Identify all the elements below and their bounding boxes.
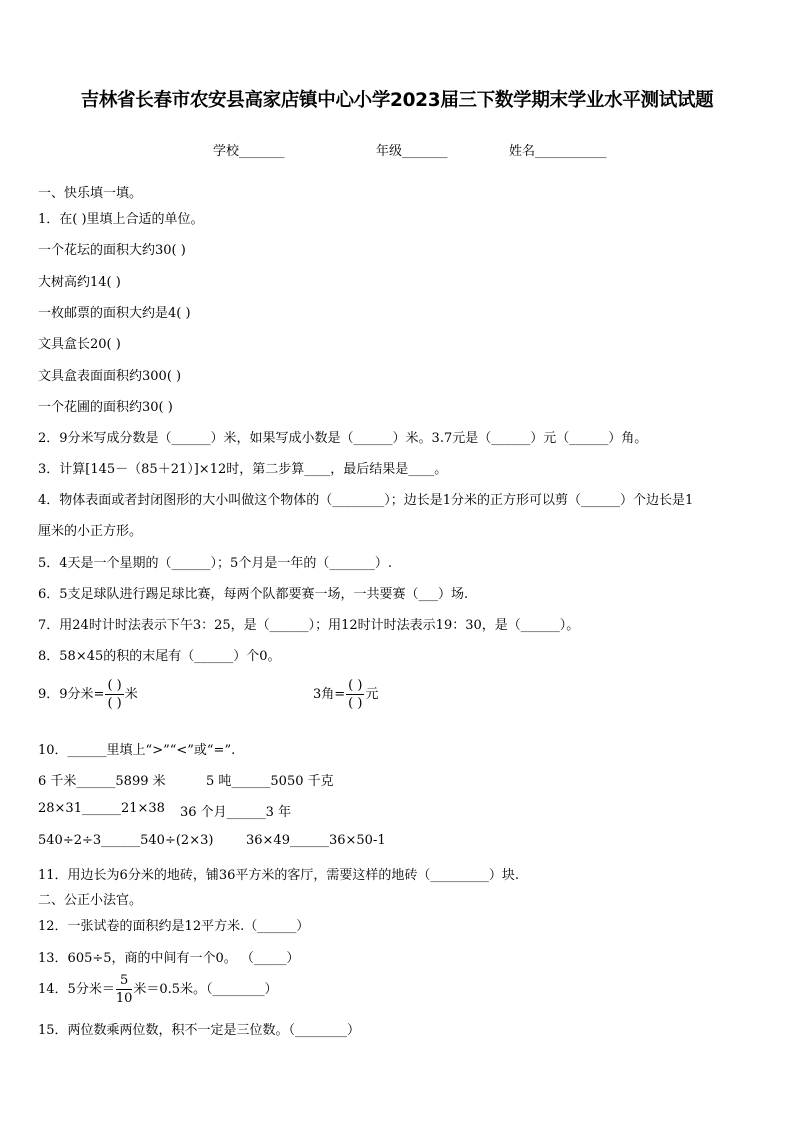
question-10-row-2b: 36 个月______3 年 <box>180 805 292 820</box>
grade-field: 年级_______ <box>376 144 448 159</box>
question-9-left-unit: 米 <box>124 687 138 702</box>
question-11: 11．用边长为6分米的地砖，铺36平方米的客厅，需要这样的地砖（_________）块. <box>38 868 519 883</box>
question-7: 7．用24时计时法表示下午3：25，是（______）；用12时计时法表示19：30，是（______）。 <box>38 618 580 633</box>
question-8: 8．58×45的积的末尾有（______）个0。 <box>38 649 281 664</box>
fraction-denominator: 10 <box>115 991 133 1006</box>
question-1-item: 一个花圃的面积约30( ) <box>38 400 173 415</box>
question-10-stem: 10．______里填上“>”“<”或“=”. <box>38 743 236 758</box>
question-4-line-1: 4．物体表面或者封闭图形的大小叫做这个物体的（________）；边长是1分米的正方形可以剪（______）个边长是1 <box>38 493 694 508</box>
fraction-denominator: ( ) <box>348 696 363 711</box>
question-13: 13．605÷5，商的中间有一个0。 （_____） <box>38 951 300 966</box>
question-10-row-1a: 6 千米______5899 米 <box>38 774 166 789</box>
question-4-line-2: 厘米的小正方形。 <box>38 524 143 539</box>
question-15: 15．两位数乘两位数，积不一定是三位数。（________） <box>38 1023 361 1038</box>
question-14-suffix: 米＝0.5米。（________） <box>133 982 278 997</box>
question-6: 6．5支足球队进行踢足球比赛，每两个队都要赛一场，一共要赛（___）场. <box>38 587 469 602</box>
fraction <box>346 678 364 711</box>
question-1-stem: 1．在( )里填上合适的单位。 <box>38 212 204 227</box>
fraction-numerator: ( ) <box>348 678 363 693</box>
question-14 <box>38 973 278 1006</box>
question-1-item: 一个花坛的面积大约30( ) <box>38 243 186 258</box>
question-1-item: 一枚邮票的面积大约是4( ) <box>38 306 191 321</box>
fraction <box>116 973 133 1006</box>
question-1-item: 大树高约14( ) <box>38 275 121 290</box>
question-10-row-3b: 36×49______36×50-1 <box>246 833 386 848</box>
section-2-heading: 二、公正小法官。 <box>38 893 143 908</box>
question-9-right-unit: 元 <box>365 687 379 702</box>
fraction-numerator: ( ) <box>107 678 122 693</box>
section-1-heading: 一、快乐填一填。 <box>38 186 143 201</box>
question-1-item: 文具盒长20( ) <box>38 337 121 352</box>
name-field: 姓名___________ <box>509 144 607 159</box>
question-9-left-prefix: 9．9分米= <box>38 687 105 702</box>
question-10-row-2a: 28×31______21×38 <box>38 801 165 816</box>
question-10-row-1b: 5 吨______5050 千克 <box>206 774 334 789</box>
fraction <box>105 678 123 711</box>
school-field: 学校_______ <box>213 144 285 159</box>
question-12: 12．一张试卷的面积约是12平方米.（______） <box>38 919 310 934</box>
question-14-prefix: 14．5分米＝ <box>38 982 115 997</box>
question-9-left <box>38 678 138 711</box>
question-1-item: 文具盒表面面积约300( ) <box>38 369 182 384</box>
page-title: 吉林省长春市农安县高家店镇中心小学2023届三下数学期末学业水平测试试题 <box>80 90 714 111</box>
question-9-right-prefix: 3角= <box>313 687 346 702</box>
question-2: 2．9分米写成分数是（______）米，如果写成小数是（______）米。3.7元是（______）元（______）角。 <box>38 431 648 446</box>
question-10-row-3a: 540÷2÷3______540÷(2×3) <box>38 833 214 848</box>
fraction-numerator: 5 <box>116 973 133 990</box>
question-5: 5．4天是一个星期的（______）；5个月是一年的（_______）. <box>38 556 392 571</box>
fraction-denominator: ( ) <box>107 696 122 711</box>
question-3: 3．计算[145－（85＋21）]×12时，第二步算____，最后结果是____。 <box>38 462 448 477</box>
question-9-right <box>313 678 378 711</box>
